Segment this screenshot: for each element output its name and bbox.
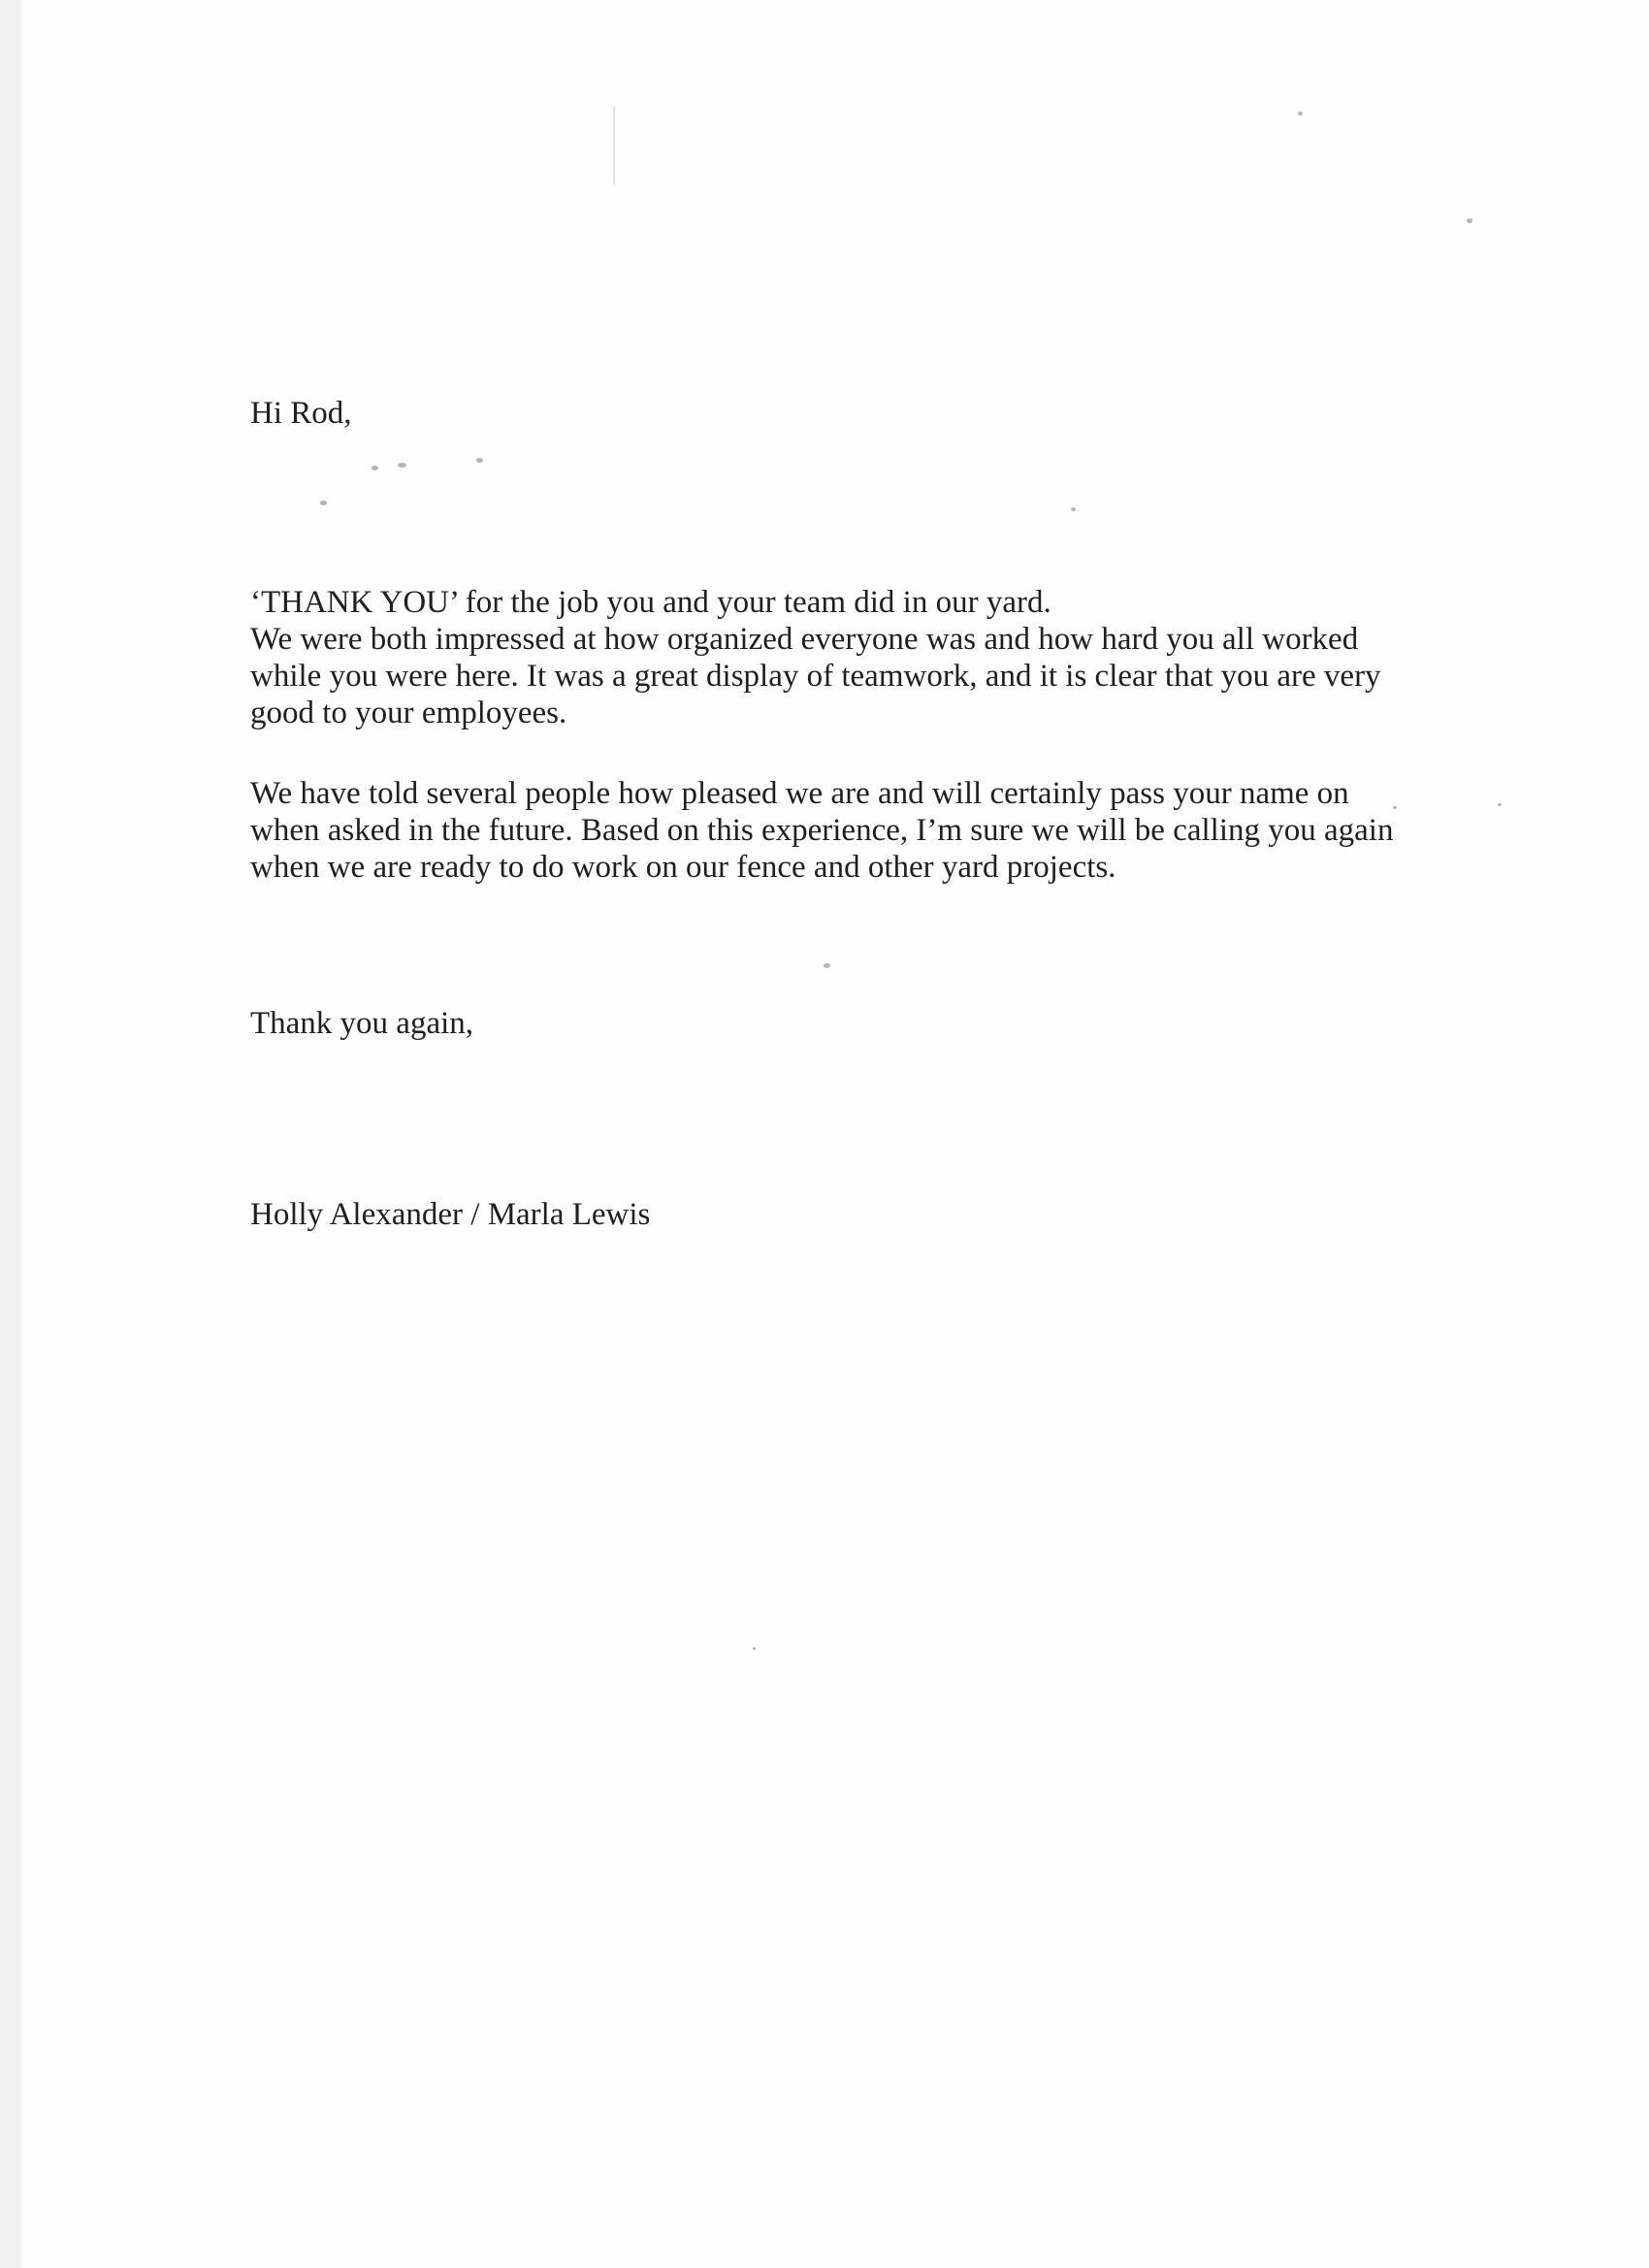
paragraph-1-line: while you were here. It was a great display of teamwork, and it is clear that you are very [250,659,1381,694]
scan-shadow-left [0,0,21,2268]
scan-speck [1498,803,1502,806]
scan-speck [398,463,406,468]
letter-signature: Holly Alexander / Marla Lewis [250,1197,651,1232]
scan-speck [320,501,327,505]
scan-speck [824,963,830,968]
paragraph-2-line: when we are ready to do work on our fence and other yard projects. [250,850,1116,885]
scan-speck [753,1647,756,1650]
scan-speck [1298,112,1303,115]
letter-closing: Thank you again, [250,1006,474,1041]
scan-speck [1467,218,1472,223]
scan-mark [613,107,615,184]
paragraph-2-line: when asked in the future. Based on this experience, I’m sure we will be calling you again [250,813,1394,848]
scan-speck [1071,507,1076,511]
scan-speck [476,458,483,463]
letter-greeting: Hi Rod, [250,396,352,431]
paragraph-1-line: ‘THANK YOU’ for the job you and your team did in our yard. [250,585,1051,620]
paragraph-1-line: We were both impressed at how organized everyone was and how hard you all worked [250,622,1359,657]
letter-paragraph-1 [250,584,1381,731]
scan-speck [1393,806,1397,809]
scan-speck [372,466,378,470]
paragraph-1-line: good to your employees. [250,696,567,730]
paragraph-2-line: We have told several people how pleased we are and will certainly pass your name on [250,776,1349,811]
letter-paragraph-2 [250,775,1393,886]
